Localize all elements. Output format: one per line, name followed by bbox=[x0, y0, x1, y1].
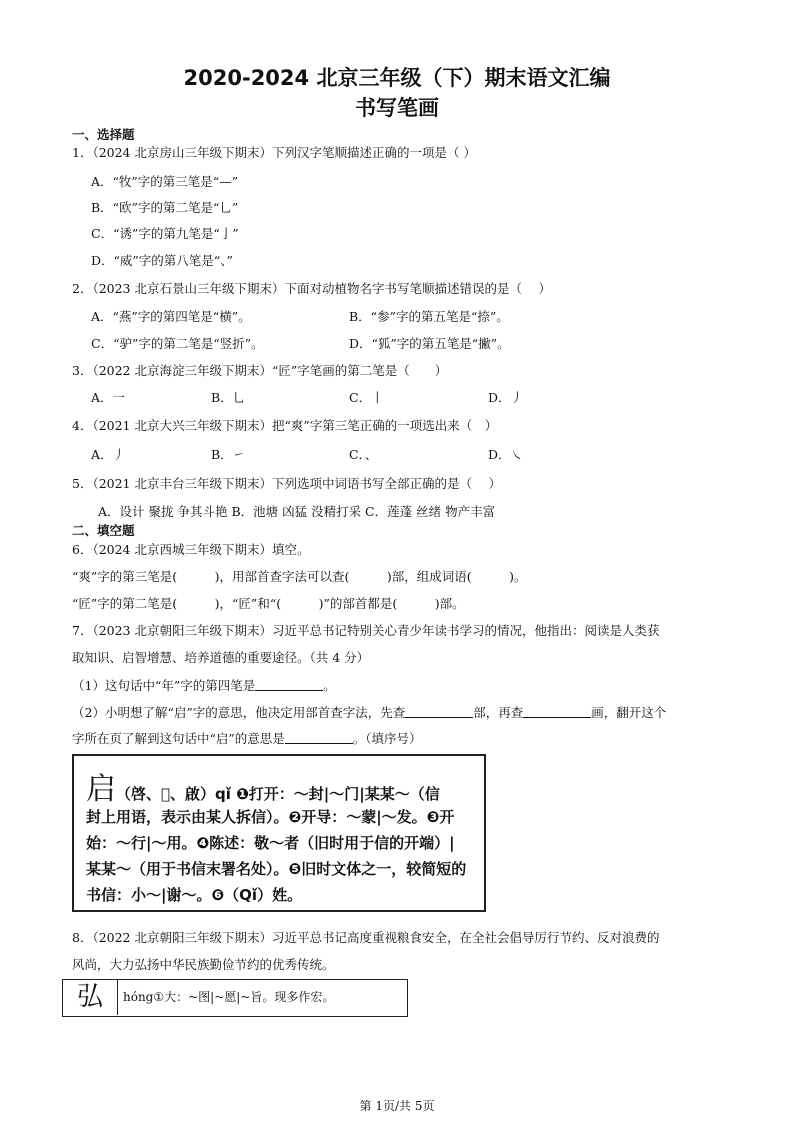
dict-line-1 bbox=[86, 764, 440, 808]
dict-line-4: 某某～（用于书信末署名处）。❺旧时文体之一，较简短的 bbox=[86, 860, 467, 878]
page-title: 2020-2024 北京三年级（下）期末语文汇编 bbox=[183, 66, 611, 90]
q4-option-d: D．㇏ bbox=[488, 447, 524, 462]
section-heading-fill: 二、填空题 bbox=[72, 523, 135, 538]
q3-option-c: C．丨 bbox=[349, 390, 384, 405]
q1-option-d: D．“威”字的第八笔是“、” bbox=[91, 253, 233, 268]
dict-line-5: 书信：小～|谢～。❻（Qǐ）姓。 bbox=[86, 886, 303, 904]
q7-part-2-text-b: 部，再查 bbox=[473, 705, 524, 720]
dict-headword: 启 bbox=[86, 772, 116, 807]
q2-option-d: D．“狐”字的第五笔是“撇”。 bbox=[349, 336, 510, 351]
q7-part-2 bbox=[72, 703, 666, 721]
q1-option-a: A．“牧”字的第三笔是“—” bbox=[91, 174, 239, 189]
answer-blank[interactable] bbox=[285, 731, 353, 744]
hong-definition: hóng①大：~图|~愿|~旨。现多作宏。 bbox=[123, 990, 335, 1004]
q4-option-a: A．丿 bbox=[91, 447, 126, 462]
q2-stem: 2．（2023 北京石景山三年级下期末）下面对动植物名字书写笔顺描述错误的是（ ） bbox=[72, 281, 551, 296]
answer-blank[interactable] bbox=[523, 705, 591, 718]
q3-option-d: D．丿 bbox=[488, 390, 524, 405]
q7-part-2-text-e: 。（填序号） bbox=[352, 731, 422, 746]
q1-option-c: C．“诱”字的第九笔是“亅” bbox=[91, 226, 239, 241]
q2-option-b: B．“参”字的第五笔是“捺”。 bbox=[349, 309, 509, 324]
q7-part-1-text: （1）这句话中“年”字的第四笔是 bbox=[72, 678, 256, 693]
q8-stem-line-2: 风尚，大力弘扬中华民族勤俭节约的优秀传统。 bbox=[72, 957, 335, 972]
dict-line-2: 封上用语，表示由某人拆信）。❷开导：～蒙|～发。❸开 bbox=[86, 808, 455, 826]
q3-option-a: A．一 bbox=[91, 390, 126, 405]
q3-option-b: B．乚 bbox=[211, 390, 246, 405]
hong-dictionary-box bbox=[62, 979, 408, 1017]
dict-line-3: 始：～行|～用。❹陈述：敬～者（旧时用于信的开端）| bbox=[86, 834, 455, 852]
q7-part-1 bbox=[72, 676, 336, 694]
page-footer: 第 1页/共 5页 bbox=[359, 1099, 435, 1113]
q6-line-1: “爽”字的第三笔是( )，用部首查字法可以查( )部，组成词语( )。 bbox=[72, 569, 527, 584]
q7-part-2-cont bbox=[72, 729, 422, 747]
q6-stem: 6．（2024 北京西城三年级下期末）填空。 bbox=[72, 542, 310, 557]
section-heading-choice: 一、选择题 bbox=[72, 127, 135, 142]
q4-stem: 4．（2021 北京大兴三年级下期末）把“爽”字第三笔正确的一项选出来（ ） bbox=[72, 418, 498, 433]
dict-line-1-text: （啓、𢼸、啟）qǐ ❶打开：～封|～门|某某～（信 bbox=[116, 785, 440, 803]
q1-stem: 1．（2024 北京房山三年级下期末）下列汉字笔顺描述正确的一项是（ ） bbox=[72, 145, 476, 160]
q7-part-2-text-c: 画，翻开这个 bbox=[591, 705, 667, 720]
q5-stem: 5．（2021 北京丰台三年级下期末）下列选项中词语书写全部正确的是（ ） bbox=[72, 476, 501, 491]
q2-option-c: C．“驴”字的第二笔是“竖折”。 bbox=[91, 336, 264, 351]
q7-part-2-text-d: 字所在页了解到这句话中“启”的意思是 bbox=[72, 731, 285, 746]
dictionary-entry-box bbox=[72, 754, 486, 912]
q8-stem-line-1: 8．（2022 北京朝阳三年级下期末）习近平总书记高度重视粮食安全，在全社会倡导厉行节约、反对浪费的 bbox=[72, 930, 660, 945]
q1-option-b: B．“欧”字的第二笔是“乚” bbox=[91, 200, 239, 215]
q2-option-a: A．“燕”字的第四笔是“横”。 bbox=[91, 309, 251, 324]
q7-part-2-text-a: （2）小明想了解“启”字的意思，他决定用部首查字法，先查 bbox=[72, 705, 406, 720]
q7-part-1-end: 。 bbox=[323, 678, 336, 693]
q5-options: A．设计 聚拢 争其斗艳 B．池塘 凶猛 没精打采 C．莲蓬 丝绪 物产丰富 bbox=[98, 504, 496, 519]
answer-blank[interactable] bbox=[255, 678, 323, 691]
q4-option-c: C．、 bbox=[349, 447, 378, 462]
page-subtitle: 书写笔画 bbox=[355, 96, 439, 120]
q3-stem: 3．（2022 北京海淀三年级下期末）“匠”字笔画的第二笔是（ ） bbox=[72, 363, 448, 378]
q7-stem-line-1: 7．（2023 北京朝阳三年级下期末）习近平总书记特别关心青少年读书学习的情况，他指出：阅读是人类获 bbox=[72, 623, 660, 638]
q6-line-2: “匠”字的第二笔是( )，“匠”和“( )”的部首都是( )部。 bbox=[72, 596, 465, 611]
hong-character: 弘 bbox=[63, 980, 118, 1015]
q4-option-b: B．㇀ bbox=[211, 447, 246, 462]
answer-blank[interactable] bbox=[405, 705, 473, 718]
q7-stem-line-2: 取知识、启智增慧、培养道德的重要途径。（共 4 分） bbox=[72, 650, 370, 665]
